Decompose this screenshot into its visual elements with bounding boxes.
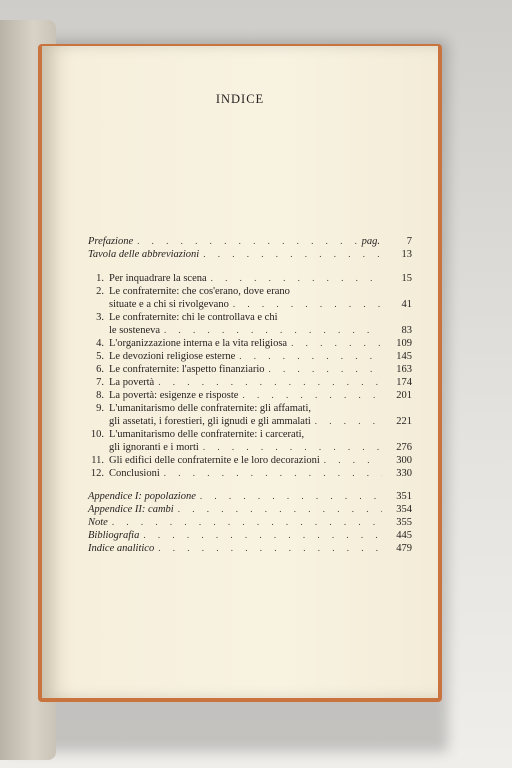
toc-chapter: 10. L'umanitarismo delle confraternite: i carcerati,: [90, 429, 305, 440]
toc-chapter-continuation: situate e a chi si rivolgevano . . . 41: [88, 298, 412, 311]
toc-entry-appendice-1: Appendice I: popolazione . . . 351: [88, 490, 412, 503]
toc-chapter-continuation: gli assetati, i forestieri, gli ignudi e gli ammalati . . . 221: [88, 415, 412, 428]
toc-chapter: 9. L'umanitarismo delle confraternite: gli affamati,: [96, 403, 311, 414]
toc-entry-bibliografia: Bibliografia . . . 445: [88, 529, 412, 542]
toc-chapter: 5. Le devozioni religiose esterne . . . 145: [88, 350, 412, 363]
toc-entry-note: Note . . . 355: [88, 516, 412, 529]
book-page: [42, 46, 438, 698]
toc-entry-abbreviazioni: Tavola delle abbreviazioni . . . 13: [88, 248, 412, 261]
toc-chapter: 4. L'organizzazione interna e la vita religiosa . . . 109: [88, 337, 412, 350]
toc-chapter-continuation: le sosteneva . . . 83: [88, 324, 412, 337]
toc-chapter: 7. La povertà . . . 174: [88, 376, 412, 389]
toc-entry-appendice-2: Appendice II: cambi . . . 354: [88, 503, 412, 516]
toc-chapter: 6. Le confraternite: l'aspetto finanziario . . . 163: [88, 363, 412, 376]
toc-chapter: 2. Le confraternite: che cos'erano, dove erano: [96, 286, 290, 297]
page-title: INDICE: [215, 92, 265, 106]
toc-entry-indice-analitico: Indice analitico . . . 479: [88, 542, 412, 555]
toc-chapter: 8. La povertà: esigenze e risposte . . . 201: [88, 389, 412, 402]
toc-chapter: 11. Gli edifici delle confraternite e le loro decorazioni . . . 300: [88, 454, 412, 467]
toc-entry-prefazione: Prefazione . . . pag. 7: [88, 235, 412, 248]
toc-chapter: 1. Per inquadrare la scena . . . 15: [88, 272, 412, 285]
toc-chapter-continuation: gli ignoranti e i morti . . . 276: [88, 441, 412, 454]
toc-chapter: 3. Le confraternite: chi le controllava e chi: [96, 312, 278, 323]
toc-chapter: 12. Conclusioni . . . 330: [88, 467, 412, 480]
